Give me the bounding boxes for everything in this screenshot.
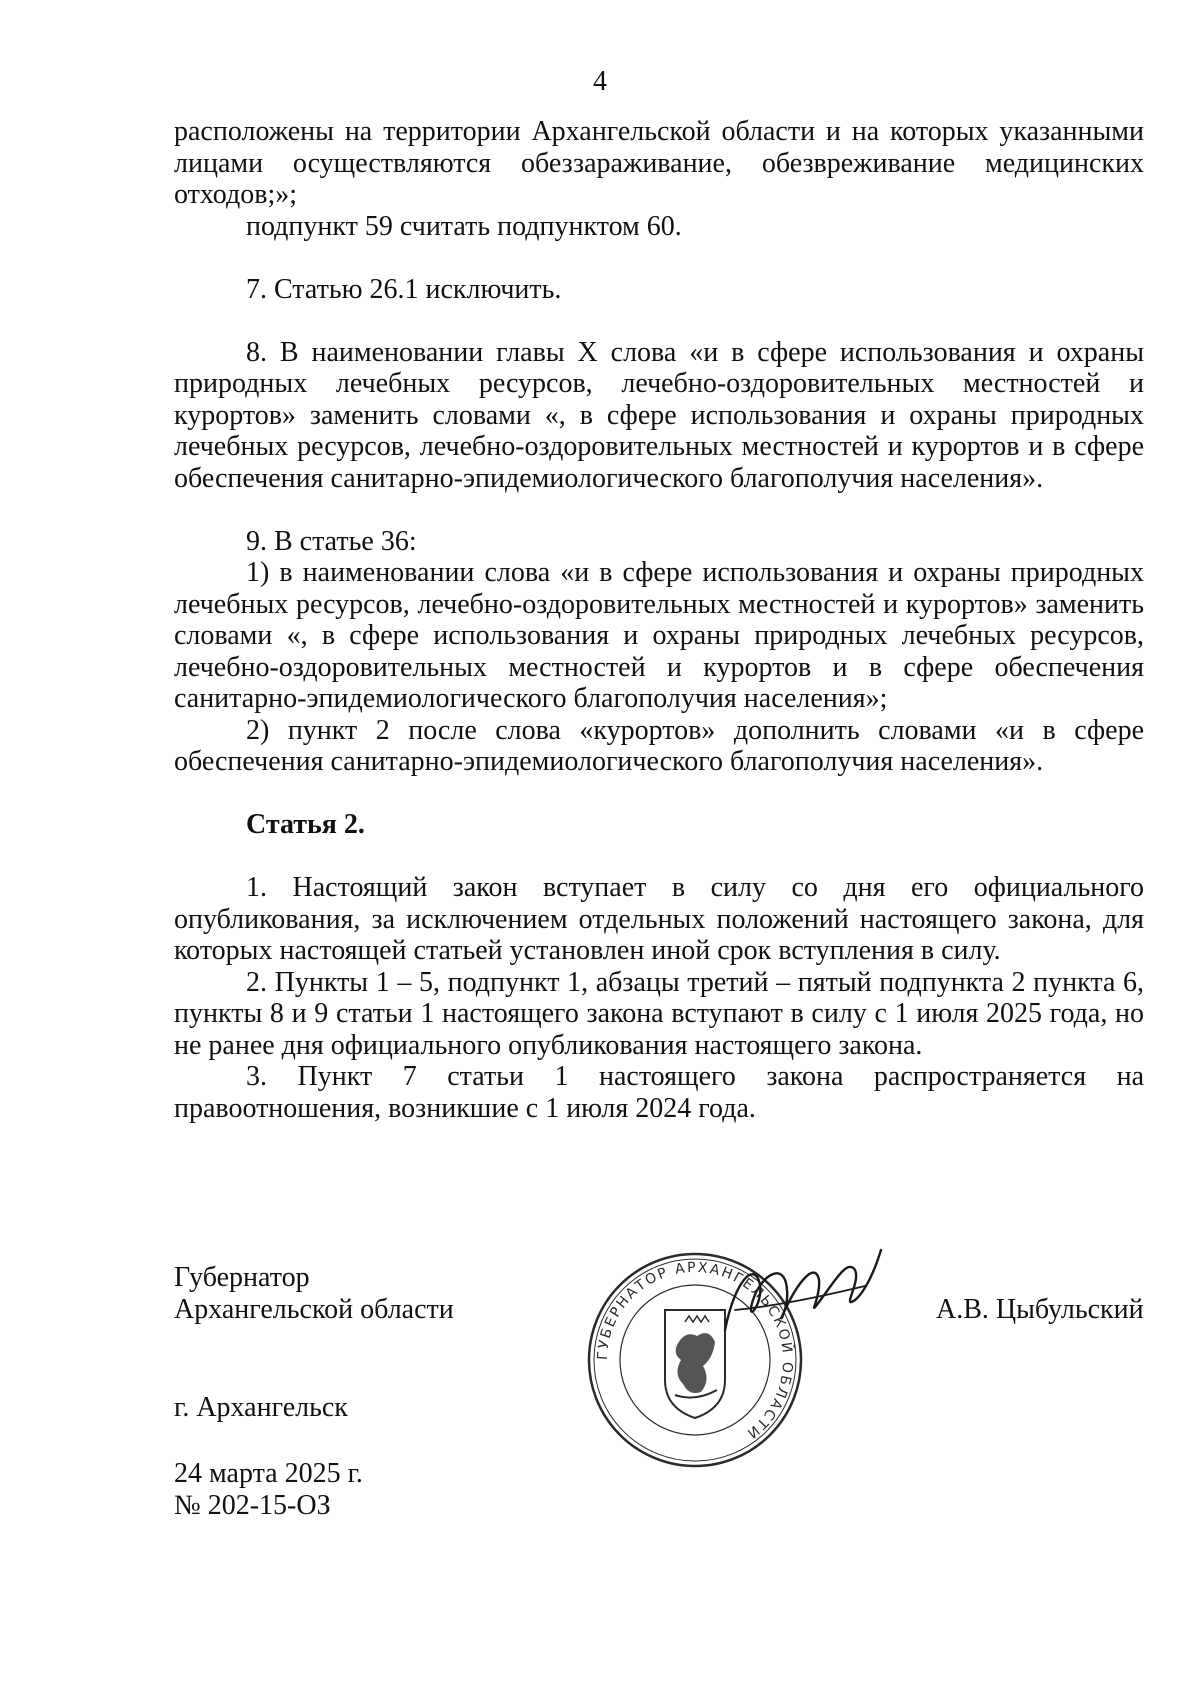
paragraph: 8. В наименовании главы X слова «и в сфере использования и охраны природных лечебных ресурсов, лечебно-оздоровительных местностей и курортов» заменить словами «, в сфере использования и охраны природных лечебных ресурсов, лечебно-оздоровительных местностей и курортов и в сфере обеспечения санитарно-эпидемиологического благополучия населения». — [174, 336, 1144, 494]
city: г. Архангельск — [174, 1392, 348, 1423]
handwritten-signature — [715, 1240, 885, 1350]
document-body — [174, 116, 1144, 1124]
paragraph: 3. Пункт 7 статьи 1 настоящего закона распространяется на правоотношения, возникшие с 1 июля 2024 года. — [174, 1061, 1144, 1124]
page-number: 4 — [593, 66, 607, 97]
paragraph: 2. Пункты 1 – 5, подпункт 1, абзацы третий – пятый подпункта 2 пункта 6, пункты 8 и 9 статьи 1 настоящего закона вступают в силу с 1 июля 2025 года, но не ранее дня официального опубликования настоящего закона. — [174, 966, 1144, 1061]
document-number: № 202-15-ОЗ — [174, 1490, 331, 1521]
paragraph: 9. В статье 36: — [246, 525, 417, 557]
signatory-position-line1: Губернатор — [174, 1262, 310, 1293]
article-heading: Статья 2. — [246, 809, 365, 840]
document-date: 24 марта 2025 г. — [174, 1458, 363, 1489]
signatory-position-line2: Архангельской области — [174, 1294, 454, 1325]
paragraph: подпункт 59 считать подпунктом 60. — [246, 210, 682, 242]
paragraph: 7. Статью 26.1 исключить. — [246, 273, 562, 305]
paragraph: 1. Настоящий закон вступает в силу со дня его официального опубликования, за исключением отдельных положений настоящего закона, для которых настоящей статьей установлен иной срок вступления в силу. — [174, 872, 1144, 966]
signatory-name: А.В. Цыбульский — [936, 1294, 1144, 1325]
svg-text:ГУБЕРНАТОР АРХАНГЕЛЬСКОЙ ОБЛАС: ГУБЕРНАТОР АРХАНГЕЛЬСКОЙ ОБЛАСТИ — [594, 1259, 796, 1443]
paragraph: расположены на территории Архангельской области и на которых указанными лицами осуществляются обеззараживание, обезвреживание медицинских отходов;»; — [174, 116, 1144, 210]
paragraph: 1) в наименовании слова «и в сфере использования и охраны природных лечебных ресурсов, лечебно-оздоровительных местностей и курортов» заменить словами «, в сфере использования и охраны природных лечебных ресурсов, лечебно-оздоровительных местностей и курортов и в сфере обеспечения санитарно-эпидемиологического благополучия населения»; — [174, 557, 1144, 714]
paragraph: 2) пункт 2 после слова «курортов» дополнить словами «и в сфере обеспечения санитарно-эпидемиологического благополучия населения». — [174, 714, 1144, 777]
